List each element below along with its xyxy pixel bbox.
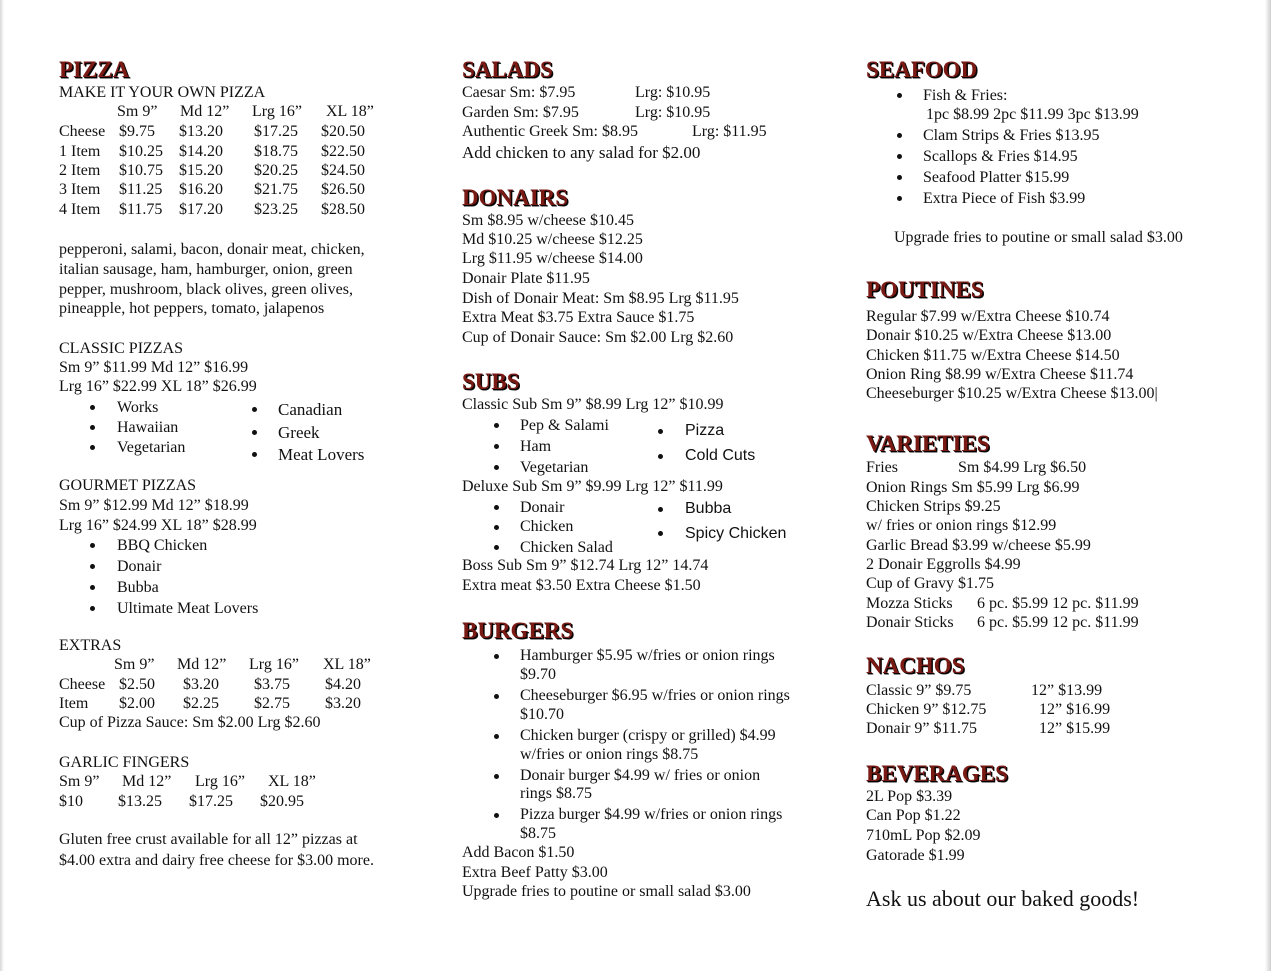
bullet-icon — [494, 813, 499, 818]
pizza-sauce: Cup of Pizza Sauce: Sm $2.00 Lrg $2.60 — [59, 714, 321, 731]
sub-item: Donair — [520, 499, 565, 516]
price: $16.20 — [179, 181, 223, 198]
nacho-item: Classic 9” $9.75 — [866, 682, 972, 699]
donairs-heading: DONAIRS — [462, 185, 569, 210]
donair-line: Md $10.25 w/cheese $12.25 — [462, 231, 643, 248]
price: $2.50 — [119, 676, 155, 693]
garlic-size: Lrg 16” — [195, 773, 245, 790]
gourmet-pizzas-title: GOURMET PIZZAS — [59, 477, 197, 494]
variety-line: 2 Donair Eggrolls $4.99 — [866, 556, 1021, 573]
burger-item-cont: $8.75 — [520, 825, 556, 842]
sub-item: Ham — [520, 438, 552, 455]
bullet-icon — [494, 505, 499, 510]
donair-line: Extra Meat $3.75 Extra Sauce $1.75 — [462, 309, 695, 326]
bullet-icon — [897, 133, 902, 138]
price: $3.20 — [183, 676, 219, 693]
variety-line: w/ fries or onion rings $12.99 — [866, 517, 1057, 534]
classic-pizza-item: Canadian — [278, 400, 343, 419]
seafood-item: Fish & Fries: — [923, 87, 1008, 104]
variety-line: Chicken Strips $9.25 — [866, 498, 1001, 515]
sub-item: Vegetarian — [520, 459, 589, 476]
burger-item: Donair burger $4.99 w/ fries or onion — [520, 767, 761, 784]
bullet-icon — [252, 430, 257, 435]
nacho-lrg-price: 12” $13.99 — [1031, 682, 1103, 699]
bullet-icon — [90, 405, 95, 410]
row-label: 4 Item — [59, 201, 101, 218]
bullet-icon — [494, 465, 499, 470]
variety-line: Garlic Bread $3.99 w/cheese $5.99 — [866, 537, 1091, 554]
row-label: Cheese — [59, 676, 106, 693]
garlic-size: XL 18” — [268, 773, 316, 790]
salad-lrg-price: Lrg: $10.95 — [635, 84, 711, 101]
gourmet-pizza-item: Bubba — [117, 579, 159, 596]
salad-item: Caesar Sm: $7.95 — [462, 84, 576, 101]
sub-item: Chicken Salad — [520, 539, 613, 556]
gourmet-pizza-item: Ultimate Meat Lovers — [117, 600, 259, 617]
row-label: 3 Item — [59, 181, 101, 198]
seafood-item: Seafood Platter $15.99 — [923, 169, 1070, 186]
fish-prices: 1pc $8.99 2pc $11.99 3pc $13.99 — [926, 106, 1139, 123]
donair-line: Cup of Donair Sauce: Sm $2.00 Lrg $2.60 — [462, 329, 734, 346]
toppings-line: pepperoni, salami, bacon, donair meat, chicken, — [59, 241, 365, 258]
deluxe-sub: Deluxe Sub Sm 9” $9.99 Lrg 12” $11.99 — [462, 478, 723, 495]
burger-item-cont: w/fries or onion rings $8.75 — [520, 746, 699, 763]
nacho-lrg-price: 12” $16.99 — [1039, 701, 1111, 718]
price: $24.50 — [321, 162, 365, 179]
burger-item: Hamburger $5.95 w/fries or onion rings — [520, 647, 775, 664]
donair-line: Lrg $11.95 w/cheese $14.00 — [462, 250, 643, 267]
gourmet-pizza-item: Donair — [117, 558, 162, 575]
row-label: Item — [59, 695, 89, 712]
nacho-lrg-price: 12” $15.99 — [1039, 720, 1111, 737]
bullet-icon — [494, 694, 499, 699]
extras-size: Md 12” — [177, 656, 227, 673]
variety-prices: Sm $4.99 Lrg $6.50 — [958, 459, 1087, 476]
extras-size: XL 18” — [323, 656, 371, 673]
classic-pizzas-prices: Lrg 16” $22.99 XL 18” $26.99 — [59, 378, 257, 395]
seafood-item: Scallops & Fries $14.95 — [923, 148, 1078, 165]
price: $20.95 — [260, 793, 304, 810]
variety-label: Fries — [866, 459, 898, 476]
page-edge-left — [0, 0, 4, 971]
price: $11.75 — [119, 201, 163, 218]
pizza-heading: PIZZA — [59, 57, 130, 82]
bullet-icon — [90, 543, 95, 548]
burger-item-cont: $10.70 — [520, 706, 564, 723]
garlic-size: Md 12” — [122, 773, 172, 790]
subs-heading: SUBS — [462, 369, 520, 394]
row-label: 2 Item — [59, 162, 101, 179]
variety-prices: 6 pc. $5.99 12 pc. $11.99 — [977, 614, 1139, 631]
price: $26.50 — [321, 181, 365, 198]
variety-line: Onion Rings Sm $5.99 Lrg $6.99 — [866, 479, 1080, 496]
row-label: Cheese — [59, 123, 106, 140]
bullet-icon — [658, 454, 663, 459]
sub-item: Cold Cuts — [685, 447, 756, 464]
classic-pizzas-title: CLASSIC PIZZAS — [59, 340, 184, 357]
price: $17.25 — [254, 123, 298, 140]
price: $13.20 — [179, 123, 223, 140]
classic-pizza-item: Meat Lovers — [278, 445, 365, 464]
price: $3.75 — [254, 676, 290, 693]
gluten-free-note: Gluten free crust available for all 12” pizzas at — [59, 831, 358, 848]
gourmet-pizzas-prices: Sm 9” $12.99 Md 12” $18.99 — [59, 497, 249, 514]
bullet-icon — [897, 154, 902, 159]
price: $10.75 — [119, 162, 163, 179]
price: $11.25 — [119, 181, 163, 198]
price: $23.25 — [254, 201, 298, 218]
variety-label: Donair Sticks — [866, 614, 954, 631]
salad-lrg-price: Lrg: $10.95 — [635, 104, 711, 121]
gourmet-pizza-item: BBQ Chicken — [117, 537, 208, 554]
classic-pizza-item: Works — [117, 399, 159, 416]
pizza-size-xl: XL 18” — [326, 103, 374, 120]
bullet-icon — [897, 93, 902, 98]
nachos-heading: NACHOS — [866, 653, 965, 678]
poutines-heading: POUTINES — [866, 277, 984, 302]
bullet-icon — [494, 545, 499, 550]
salad-item: Garden Sm: $7.95 — [462, 104, 579, 121]
sub-item: Spicy Chicken — [685, 525, 787, 542]
price: $9.75 — [119, 123, 155, 140]
salads-heading: SALADS — [462, 57, 553, 82]
burger-item-cont: rings $8.75 — [520, 785, 592, 802]
donair-line: Dish of Donair Meat: Sm $8.95 Lrg $11.95 — [462, 290, 739, 307]
seafood-upgrade: Upgrade fries to poutine or small salad $3.00 — [894, 229, 1183, 246]
price: $20.50 — [321, 123, 365, 140]
burger-item: Chicken burger (crispy or grilled) $4.99 — [520, 727, 776, 744]
burger-upgrade: Upgrade fries to poutine or small salad $3.00 — [462, 883, 751, 900]
sub-extras: Extra meat $3.50 Extra Cheese $1.50 — [462, 577, 701, 594]
sub-item: Bubba — [685, 500, 732, 517]
burgers-heading: BURGERS — [462, 618, 574, 643]
bullet-icon — [252, 407, 257, 412]
extras-size: Lrg 16” — [249, 656, 299, 673]
price: $17.20 — [179, 201, 223, 218]
beverage-line: 710mL Pop $2.09 — [866, 827, 981, 844]
price: $4.20 — [325, 676, 361, 693]
bullet-icon — [494, 654, 499, 659]
beverage-line: Can Pop $1.22 — [866, 807, 961, 824]
beverage-line: 2L Pop $3.39 — [866, 788, 953, 805]
price: $13.25 — [118, 793, 162, 810]
nacho-item: Donair 9” $11.75 — [866, 720, 977, 737]
classic-pizza-item: Vegetarian — [117, 439, 186, 456]
price: $14.20 — [179, 143, 223, 160]
bullet-icon — [252, 452, 257, 457]
price: $21.75 — [254, 181, 298, 198]
classic-pizza-item: Greek — [278, 423, 320, 442]
variety-label: Mozza Sticks — [866, 595, 953, 612]
price: $15.20 — [179, 162, 223, 179]
extras-size: Sm 9” — [114, 656, 155, 673]
bullet-icon — [897, 175, 902, 180]
price: $18.75 — [254, 143, 298, 160]
extra-patty: Extra Beef Patty $3.00 — [462, 864, 608, 881]
price: $2.25 — [183, 695, 219, 712]
poutine-line: Cheeseburger $10.25 w/Extra Cheese $13.00| — [866, 385, 1158, 402]
garlic-fingers-title: GARLIC FINGERS — [59, 754, 190, 771]
price: $28.50 — [321, 201, 365, 218]
burger-item: Cheeseburger $6.95 w/fries or onion rings — [520, 687, 790, 704]
bullet-icon — [494, 423, 499, 428]
row-label: 1 Item — [59, 143, 101, 160]
seafood-item: Extra Piece of Fish $3.99 — [923, 190, 1086, 207]
beverages-heading: BEVERAGES — [866, 761, 1008, 786]
classic-pizzas-prices: Sm 9” $11.99 Md 12” $16.99 — [59, 359, 249, 376]
bullet-icon — [90, 564, 95, 569]
poutine-line: Chicken $11.75 w/Extra Cheese $14.50 — [866, 347, 1120, 364]
poutine-line: Donair $10.25 w/Extra Cheese $13.00 — [866, 327, 1112, 344]
price: $2.00 — [119, 695, 155, 712]
price: $3.20 — [325, 695, 361, 712]
varieties-heading: VARIETIES — [866, 431, 990, 456]
price: $17.25 — [189, 793, 233, 810]
sub-item: Pep & Salami — [520, 417, 609, 434]
price: $2.75 — [254, 695, 290, 712]
price: $10 — [59, 793, 83, 810]
pizza-size-sm: Sm 9” — [117, 103, 158, 120]
nacho-item: Chicken 9” $12.75 — [866, 701, 987, 718]
poutine-line: Regular $7.99 w/Extra Cheese $10.74 — [866, 308, 1110, 325]
bullet-icon — [494, 774, 499, 779]
price: $22.50 — [321, 143, 365, 160]
bullet-icon — [494, 525, 499, 530]
gluten-free-note: $4.00 extra and dairy free cheese for $3.00 more. — [59, 852, 374, 869]
donair-line: Donair Plate $11.95 — [462, 270, 590, 287]
bullet-icon — [658, 531, 663, 536]
page-edge-right — [1265, 0, 1271, 971]
toppings-line: pepper, mushroom, black olives, green olives, — [59, 281, 353, 298]
boss-sub: Boss Sub Sm 9” $12.74 Lrg 12” 14.74 — [462, 557, 709, 574]
add-chicken-note: Add chicken to any salad for $2.00 — [462, 143, 701, 162]
make-own-pizza: MAKE IT YOUR OWN PIZZA — [59, 84, 266, 101]
bullet-icon — [90, 425, 95, 430]
baked-goods-note: Ask us about our baked goods! — [866, 886, 1140, 911]
classic-sub: Classic Sub Sm 9” $8.99 Lrg 12” $10.99 — [462, 396, 724, 413]
gourmet-pizzas-prices: Lrg 16” $24.99 XL 18” $28.99 — [59, 517, 257, 534]
bullet-icon — [658, 429, 663, 434]
pizza-size-lrg: Lrg 16” — [252, 103, 302, 120]
garlic-size: Sm 9” — [59, 773, 100, 790]
sub-item: Chicken — [520, 518, 574, 535]
toppings-line: pineapple, hot peppers, tomato, jalapenos — [59, 300, 325, 317]
bullet-icon — [494, 444, 499, 449]
donair-line: Sm $8.95 w/cheese $10.45 — [462, 212, 634, 229]
variety-prices: 6 pc. $5.99 12 pc. $11.99 — [977, 595, 1139, 612]
add-bacon: Add Bacon $1.50 — [462, 844, 575, 861]
seafood-heading: SEAFOOD — [866, 57, 978, 82]
price: $20.25 — [254, 162, 298, 179]
variety-line: Cup of Gravy $1.75 — [866, 575, 994, 592]
bullet-icon — [90, 585, 95, 590]
price: $10.25 — [119, 143, 163, 160]
seafood-item: Clam Strips & Fries $13.95 — [923, 127, 1100, 144]
burger-item-cont: $9.70 — [520, 666, 556, 683]
toppings-line: italian sausage, ham, hamburger, onion, green — [59, 261, 353, 278]
pizza-size-md: Md 12” — [180, 103, 230, 120]
burger-item: Pizza burger $4.99 w/fries or onion rings — [520, 806, 783, 823]
classic-pizza-item: Hawaiian — [117, 419, 179, 436]
sub-item: Pizza — [685, 422, 725, 439]
bullet-icon — [658, 507, 663, 512]
bullet-icon — [90, 445, 95, 450]
bullet-icon — [494, 734, 499, 739]
bullet-icon — [90, 606, 95, 611]
poutine-line: Onion Ring $8.99 w/Extra Cheese $11.74 — [866, 366, 1134, 383]
extras-title: EXTRAS — [59, 637, 122, 654]
salad-item: Authentic Greek Sm: $8.95 — [462, 123, 638, 140]
salad-lrg-price: Lrg: $11.95 — [692, 123, 767, 140]
beverage-line: Gatorade $1.99 — [866, 847, 965, 864]
bullet-icon — [897, 196, 902, 201]
